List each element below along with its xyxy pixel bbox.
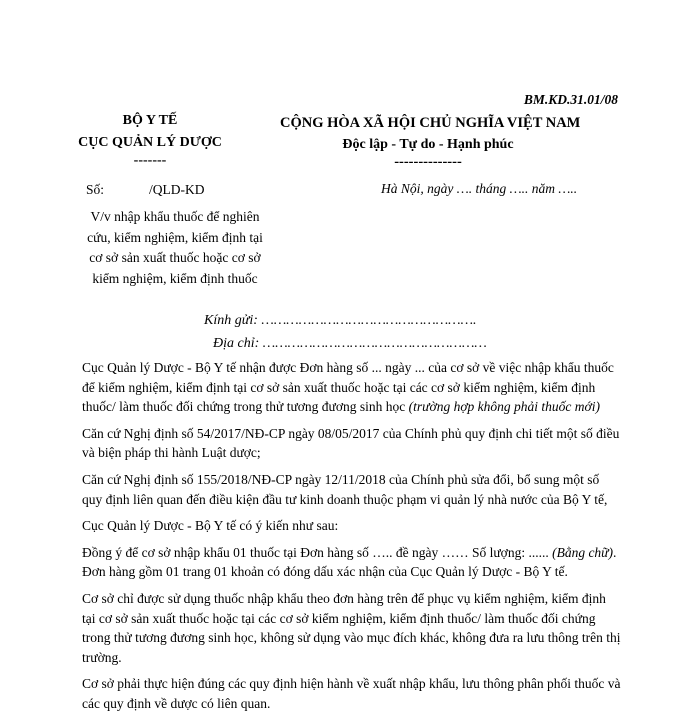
national-motto: Độc lập - Tự do - Hạnh phúc [342,137,514,152]
body-paragraph-5 [82,543,622,582]
paragraph-italic-note: (Bằng chữ) [552,544,614,560]
form-code: BM.KD.31.01/08 [523,92,618,107]
document-number-label: Số: [86,182,105,197]
body-paragraph-3: Căn cứ Nghị định số 155/2018/NĐ-CP ngày 12/11/2018 của Chính phủ sửa đổi, bổ sung một số quy định liên quan đến điều kiện đầu tư kinh doanh thuộc phạm vi quản lý nhà nước của Bộ Y tế, [82,471,608,507]
motto-divider: -------------- [394,154,462,170]
body-paragraph-1 [82,358,622,417]
agency-header [70,110,230,168]
document-subject: V/v nhập khẩu thuốc để nghiên cứu, kiểm nghiệm, kiểm định tại cơ sở sản xuất thuốc hoặc cơ sở kiểm nghiệm, kiểm định thuốc [87,209,263,286]
paragraph-text-continued: . Đơn hàng gồm 01 trang 01 khoản có đóng dấu xác nhận của Cục Quản lý Dược - Bộ Y tế. [82,544,617,580]
paragraph-italic-note: (trường hợp không phải thuốc mới) [408,399,600,415]
national-header [280,113,581,170]
paragraph-text: Cục Quản lý Dược - Bộ Y tế nhận được Đơn hàng số ... ngày ... của cơ sở về việc nhập khẩu thuốc để kiểm nghiệm, kiểm định tại cơ sở sản xuất thuốc hoặc tại các cơ sở kiểm nghiệm, kiểm định thuốc/ làm thuốc đối chứng trong thử tương đương sinh học [82,360,614,415]
agency-divider: ------- [133,153,167,168]
body-paragraph-2: Căn cứ Nghị định số 54/2017/NĐ-CP ngày 08/05/2017 của Chính phủ quy định chi tiết một số điều và biện pháp thi hành Luật dược; [82,425,620,461]
department-name: CỤC QUẢN LÝ DƯỢC [78,135,222,150]
recipient-line: Kính gửi: ……………………………………………. [204,313,477,328]
ministry-name: BỘ Y TẾ [122,113,178,128]
body-paragraph-6: Cơ sở chỉ được sử dụng thuốc nhập khẩu theo đơn hàng trên để phục vụ kiểm nghiệm, kiểm định tại cơ sở sản xuất thuốc hoặc tại các cơ sở kiểm nghiệm, kiểm định thuốc/ làm thuốc đối chứng trong thử tương đương sinh học, không sử dụng vào mục đích khác, không đưa ra lưu thông trên thị trường. [82,590,621,665]
place-date: Hà Nội, ngày …. tháng ….. năm ….. [381,181,578,196]
paragraph-text: Đồng ý để cơ sở nhập khẩu 01 thuốc tại Đơn hàng số ….. đề ngày …… Số lượng: ...... [82,544,553,560]
document-body [82,358,622,721]
document-number-code: /QLD-KD [149,182,205,197]
body-paragraph-7: Cơ sở phải thực hiện đúng các quy định hiện hành về xuất nhập khẩu, lưu thông phân phối thuốc và các quy định về dược có liên quan. [82,676,621,711]
document-number [86,182,205,198]
country-name: CỘNG HÒA XÃ HỘI CHỦ NGHĨA VIỆT NAM [280,115,581,131]
body-paragraph-4: Cục Quản lý Dược - Bộ Y tế có ý kiến như sau: [82,518,339,534]
address-line: Địa chỉ: ……………………………………………… [213,336,487,351]
